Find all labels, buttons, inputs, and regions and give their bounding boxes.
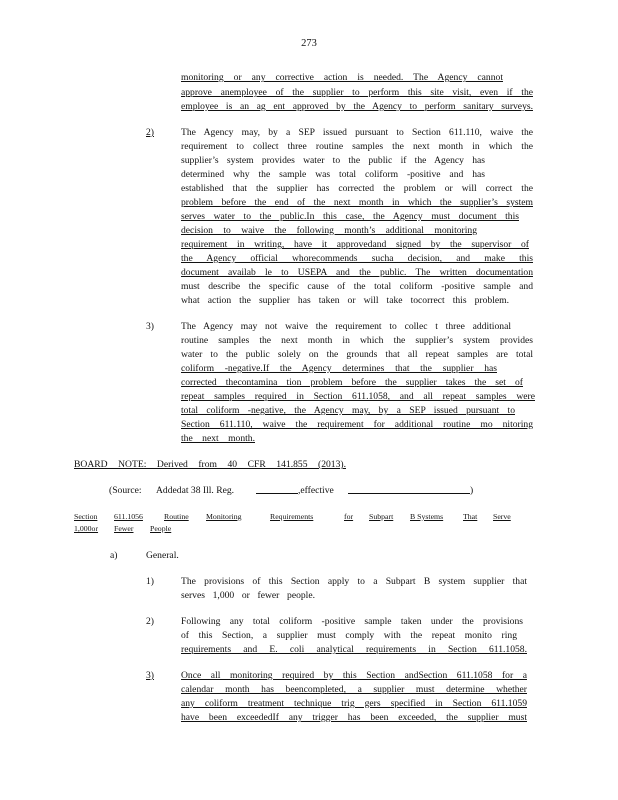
paragraph-line: monitoring or any corrective action is needed. The Agency cannot bbox=[181, 72, 503, 83]
item-number: 2) bbox=[146, 127, 154, 138]
heading-word: Section bbox=[74, 512, 98, 521]
paragraph-line: must describe the specific cause of the total coliform -positive sample and bbox=[181, 281, 533, 292]
paragraph-line: any coliform treatment technique trig gers specified in Section 611.1059 bbox=[181, 698, 527, 709]
heading-word: Subpart bbox=[369, 512, 394, 521]
paragraph-line: what action the supplier has taken or will take tocorrect this problem. bbox=[181, 295, 509, 306]
source-effective: ,effective bbox=[298, 485, 334, 496]
item-number: 3) bbox=[146, 321, 154, 332]
heading-word: 611.1056 bbox=[114, 512, 143, 521]
source-close: ) bbox=[470, 485, 474, 496]
subsection-title: General. bbox=[146, 550, 179, 561]
heading-word: Fewer bbox=[114, 524, 134, 533]
paragraph-line: document availab le to USEPA and the public. The written documentation bbox=[181, 267, 533, 278]
board-note: BOARD NOTE: Derived from 40 CFR 141.855 (2013). bbox=[74, 459, 346, 470]
paragraph-line: corrected thecontamina tion problem before the supplier takes the set of bbox=[181, 377, 523, 388]
paragraph-line: requirement in writing, have it approvedand signed by the supervisor of bbox=[181, 239, 529, 250]
heading-word: That bbox=[463, 512, 478, 521]
page-number: 273 bbox=[301, 38, 317, 49]
paragraph-line: calendar month has beencompleted, a supplier must determine whether bbox=[181, 684, 527, 695]
blank-line bbox=[256, 484, 298, 494]
paragraph-line: The Agency may, by a SEP issued pursuant to Section 611.110, waive the bbox=[181, 127, 533, 138]
heading-word: 1,000or bbox=[74, 524, 99, 533]
heading-word: People bbox=[150, 524, 172, 533]
subsection-label: a) bbox=[110, 550, 118, 561]
paragraph-line: The Agency may not waive the requirement to collec t three additional bbox=[181, 321, 511, 332]
paragraph-line: repeat samples required in Section 611.1058, and all repeat samples were bbox=[181, 391, 535, 402]
item-number: 1) bbox=[146, 576, 154, 587]
paragraph-line: established that the supplier has corrected the problem or will correct the bbox=[181, 183, 533, 194]
paragraph-line: requirement to collect three routine samples the next month in which the bbox=[181, 141, 533, 152]
paragraph-line: of this Section, a supplier must comply with the repeat monito ring bbox=[181, 630, 517, 641]
heading-word: for bbox=[344, 512, 354, 521]
paragraph-line: employee is an ag ent approved by the Agency to perform sanitary surveys. bbox=[181, 101, 533, 112]
item-number: 3) bbox=[146, 670, 154, 681]
heading-word: Monitoring bbox=[206, 512, 242, 521]
heading-word: Routine bbox=[164, 512, 189, 521]
paragraph-line: The provisions of this Section apply to a Subpart B system supplier that bbox=[181, 576, 527, 587]
paragraph-line: water to the public solely on the grounds that all repeat samples are total bbox=[181, 349, 533, 360]
paragraph-line: approve anemployee of the supplier to perform this site visit, even if the bbox=[181, 87, 533, 98]
paragraph-line: Once all monitoring required by this Section andSection 611.1058 for a bbox=[181, 670, 527, 681]
heading-word: Serve bbox=[493, 512, 511, 521]
paragraph-line: the next month. bbox=[181, 433, 255, 444]
paragraph-line: supplier’s system provides water to the public if the Agency has bbox=[181, 155, 485, 166]
item-number: 2) bbox=[146, 616, 154, 627]
heading-word: Requirements bbox=[270, 512, 314, 521]
paragraph-line: requirements and E. coli analytical requirements in Section 611.1058. bbox=[181, 644, 527, 655]
blank-line bbox=[348, 484, 470, 494]
paragraph-line: decision to waive the following month’s additional monitoring bbox=[181, 225, 477, 236]
paragraph-line: Section 611.110, waive the requirement for additional routine mo nitoring bbox=[181, 419, 533, 430]
source-text: Addedat 38 Ill. Reg. bbox=[156, 485, 235, 496]
paragraph-line: routine samples the next month in which the supplier’s system provides bbox=[181, 335, 533, 346]
paragraph-line: coliform -negative.If the Agency determines that the supplier has bbox=[181, 363, 497, 374]
paragraph-line: serves water to the public.In this case, the Agency must document this bbox=[181, 211, 519, 222]
paragraph-line: determined why the sample was total coliform -positive and has bbox=[181, 169, 485, 180]
paragraph-line: problem before the end of the next month in which the supplier’s system bbox=[181, 197, 533, 208]
paragraph-line: Following any total coliform -positive sample taken under the provisions bbox=[181, 616, 523, 627]
paragraph-line: serves 1,000 or fewer people. bbox=[181, 590, 315, 601]
paragraph-line: the Agency official whorecommends sucha decision, and make this bbox=[181, 253, 533, 264]
source-prefix: (Source: bbox=[109, 485, 142, 496]
paragraph-line: have been exceededIf any trigger has been exceeded, the supplier must bbox=[181, 712, 527, 723]
heading-word: B Systems bbox=[410, 512, 444, 521]
paragraph-line: total coliform -negative, the Agency may, by a SEP issued pursuant to bbox=[181, 405, 515, 416]
